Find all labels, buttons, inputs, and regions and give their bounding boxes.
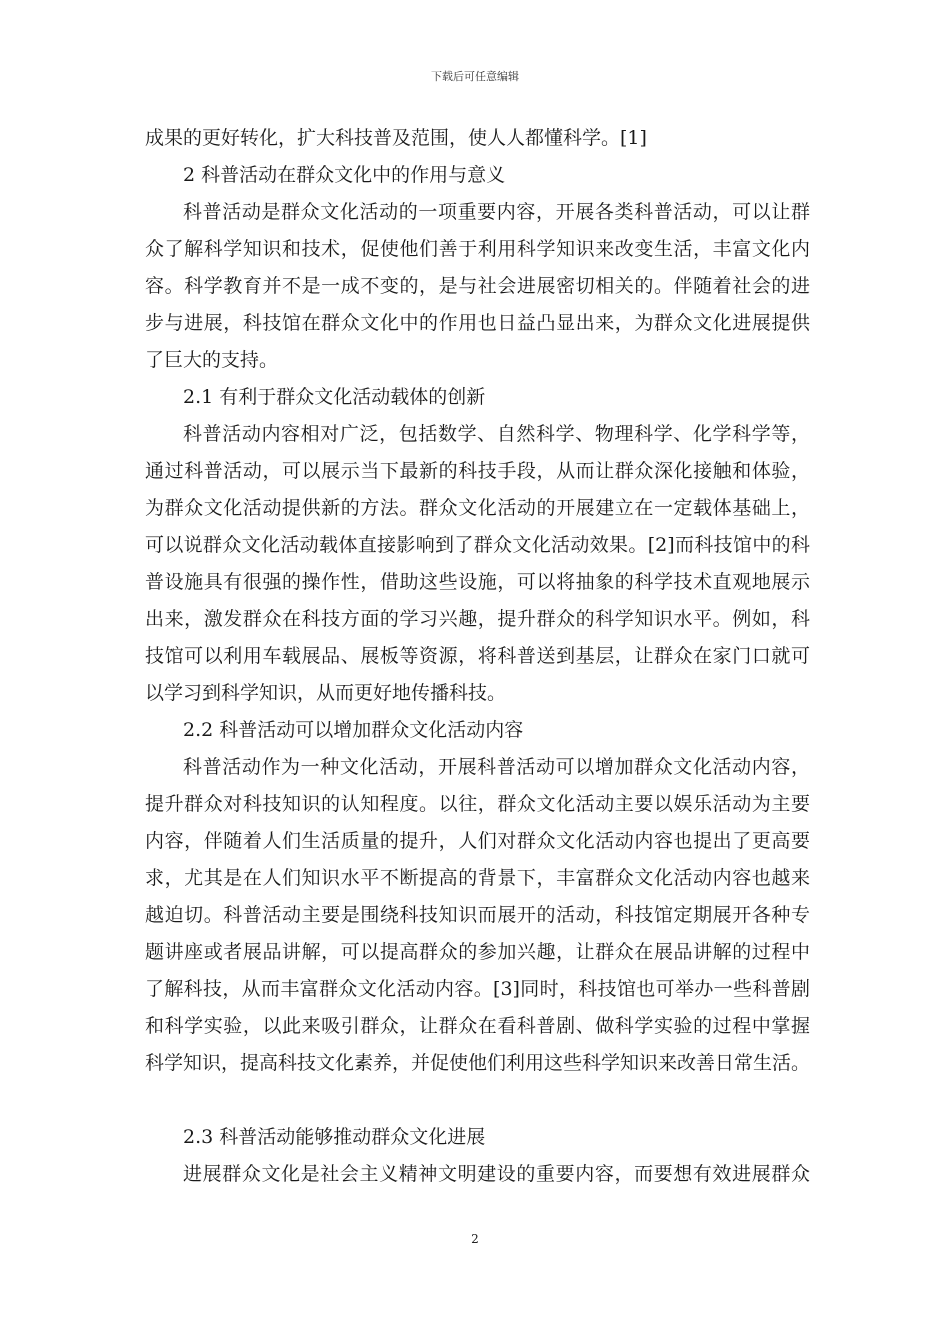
blank-line bbox=[145, 1082, 810, 1119]
subsection-heading: 2.3 科普活动能够推动群众文化进展 bbox=[183, 1126, 486, 1148]
paragraph-line: 众了解科学知识和技术，促使他们善于利用科学知识来改变生活，丰富文化内 bbox=[145, 238, 810, 260]
paragraph-line: 容。科学教育并不是一成不变的，是与社会进展密切相关的。伴随着社会的进 bbox=[145, 275, 810, 297]
paragraph-line: 成果的更好转化，扩大科技普及范围，使人人都懂科学。[1] bbox=[145, 127, 647, 149]
paragraph-line: 提升群众对科技知识的认知程度。以往，群众文化活动主要以娱乐活动为主要 bbox=[145, 793, 810, 815]
page-number: 2 bbox=[471, 1232, 479, 1246]
paragraph-line: 求，尤其是在人们知识水平不断提高的背景下，丰富群众文化活动内容也越来 bbox=[145, 867, 810, 889]
paragraph-line: 题讲座或者展品讲解，可以提高群众的参加兴趣，让群众在展品讲解的过程中 bbox=[145, 941, 810, 963]
paragraph-line: 了解科技，从而丰富群众文化活动内容。[3]同时，科技馆也可举办一些科普剧 bbox=[145, 978, 810, 1000]
paragraph-line: 科普活动是群众文化活动的一项重要内容，开展各类科普活动，可以让群 bbox=[183, 201, 810, 223]
paragraph-line: 科普活动作为一种文化活动，开展科普活动可以增加群众文化活动内容， bbox=[183, 756, 810, 778]
paragraph-line: 通过科普活动，可以展示当下最新的科技手段，从而让群众深化接触和体验， bbox=[145, 460, 810, 482]
paragraph-line: 技馆可以利用车载展品、展板等资源，将科普送到基层，让群众在家门口就可 bbox=[145, 645, 810, 667]
paragraph-line: 以学习到科学知识，从而更好地传播科技。 bbox=[145, 682, 507, 704]
paragraph-line: 了巨大的支持。 bbox=[145, 349, 279, 371]
paragraph-line: 和科学实验，以此来吸引群众，让群众在看科普剧、做科学实验的过程中掌握 bbox=[145, 1015, 810, 1037]
paragraph-line: 普设施具有很强的操作性，借助这些设施，可以将抽象的科学技术直观地展示 bbox=[145, 571, 810, 593]
paragraph-line: 科学知识，提高科技文化素养，并促使他们利用这些科学知识来改善日常生活。 bbox=[145, 1052, 810, 1074]
document-body bbox=[145, 120, 810, 1193]
paragraph-line: 出来，激发群众在科技方面的学习兴趣，提升群众的科学知识水平。例如，科 bbox=[145, 608, 810, 630]
paragraph-line: 可以说群众文化活动载体直接影响到了群众文化活动效果。[2]而科技馆中的科 bbox=[145, 534, 810, 556]
paragraph-line: 进展群众文化是社会主义精神文明建设的重要内容，而要想有效进展群众 bbox=[183, 1163, 810, 1185]
paragraph-line: 为群众文化活动提供新的方法。群众文化活动的开展建立在一定载体基础上， bbox=[145, 497, 810, 519]
subsection-heading: 2.2 科普活动可以增加群众文化活动内容 bbox=[183, 719, 524, 741]
paragraph-line: 步与进展，科技馆在群众文化中的作用也日益凸显出来，为群众文化进展提供 bbox=[145, 312, 810, 334]
paragraph-line: 越迫切。科普活动主要是围绕科技知识而展开的活动，科技馆定期展开各种专 bbox=[145, 904, 810, 926]
subsection-heading: 2.1 有利于群众文化活动载体的创新 bbox=[183, 386, 486, 408]
section-heading: 2 科普活动在群众文化中的作用与意义 bbox=[183, 164, 506, 186]
paragraph-line: 科普活动内容相对广泛，包括数学、自然科学、物理科学、化学科学等， bbox=[183, 423, 810, 445]
page-header: 下载后可任意编辑 bbox=[431, 70, 519, 83]
paragraph-line: 内容，伴随着人们生活质量的提升，人们对群众文化活动内容也提出了更高要 bbox=[145, 830, 810, 852]
